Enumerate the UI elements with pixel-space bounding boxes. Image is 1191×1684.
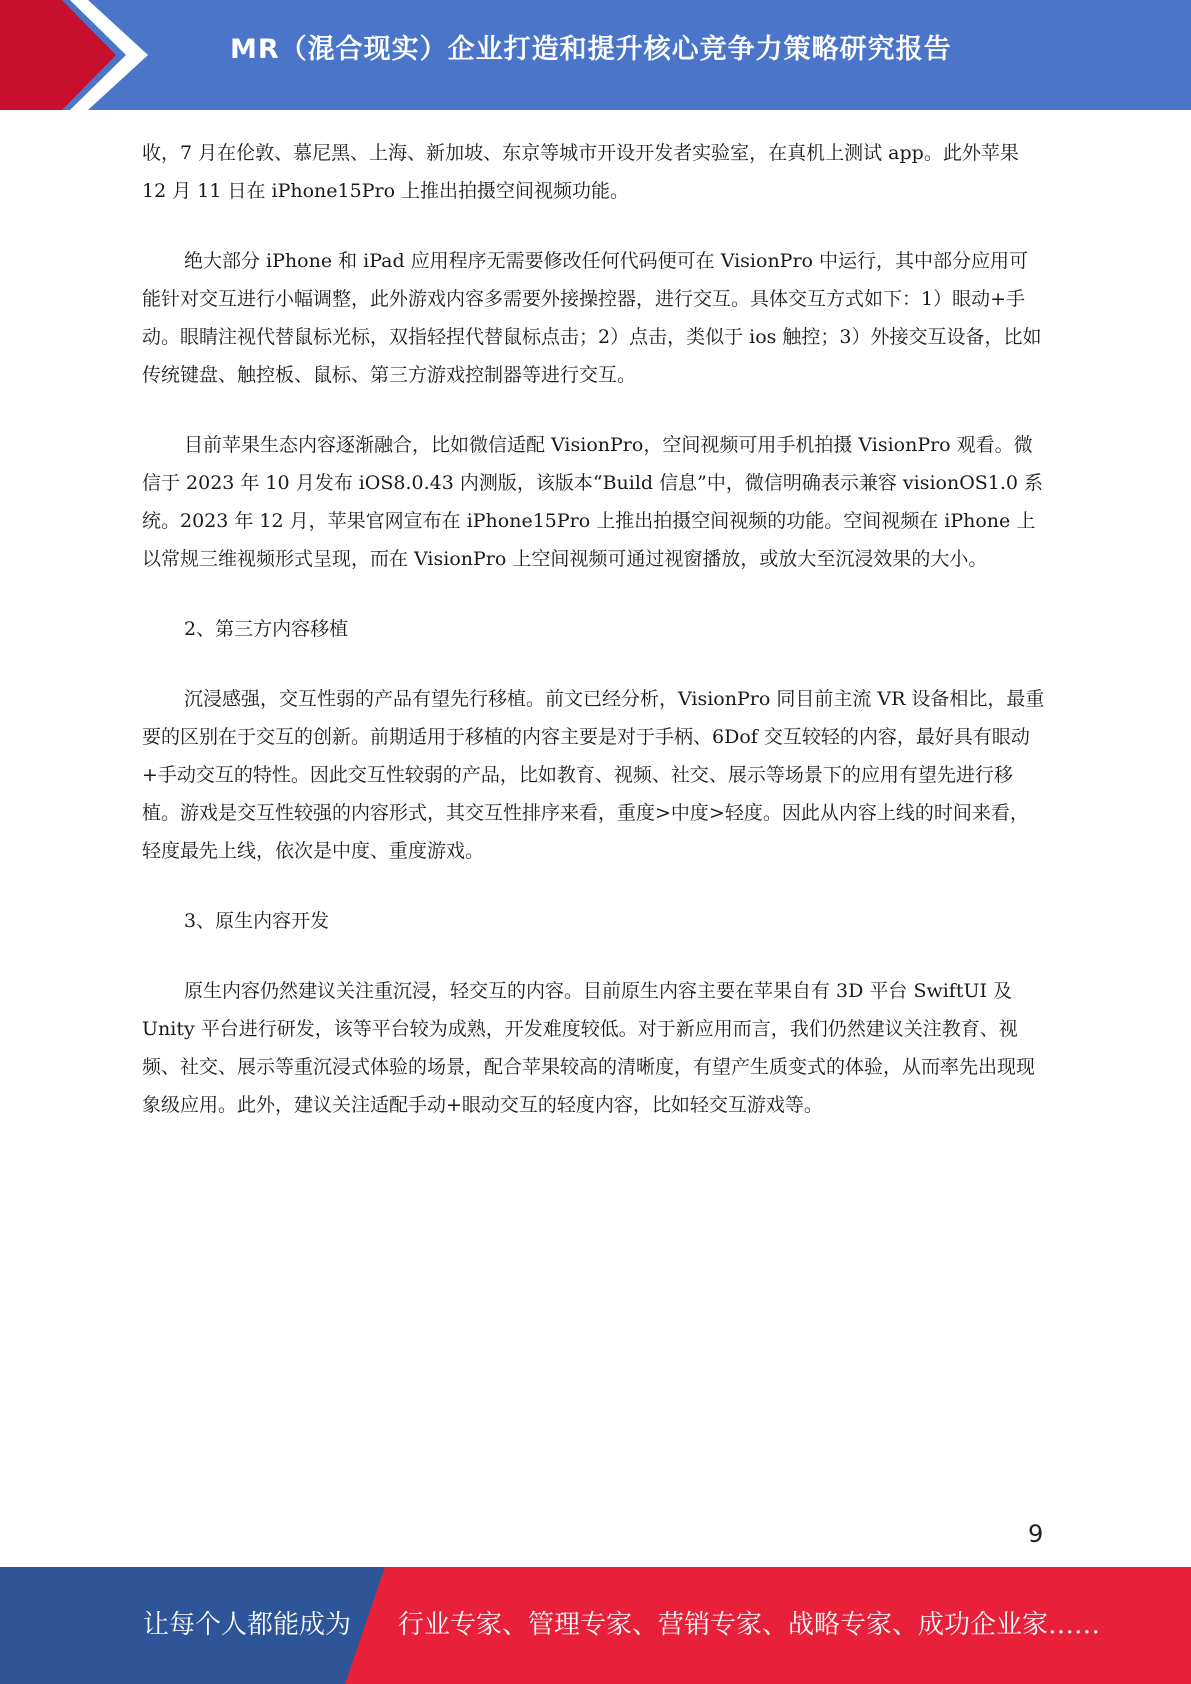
page-number: 9 [1028,1520,1044,1548]
footer-slogan-left: 让每个人都能成为 [143,1610,352,1640]
paragraph-porting: 沉浸感强，交互性弱的产品有望先行移植。前文已经分析，VisionPro 同目前主流 VR 设备相比，最重要的区别在于交互的创新。前期适用于移植的内容主要是对于手柄、6Dof 交互较轻的内容，最好具有眼动+手动交互的特性。因此交互性较弱的产品，比如教育、视频、社交、展示等场景下的应用有望先进行移植。游戏是交互性较强的内容形式，其交互性排序来看，重度>中度>轻度。因此从内容上线的时间来看，轻度最先上线，依次是中度、重度游戏。 [142,688,1045,862]
report-header [0,0,1191,110]
paragraph-interaction: 绝大部分 iPhone 和 iPad 应用程序无需要修改任何代码便可在 VisionPro 中运行，其中部分应用可能针对交互进行小幅调整，此外游戏内容多需要外接操控器，进行交互。具体交互方式如下：1）眼动+手动。眼睛注视代替鼠标光标，双指轻捏代替鼠标点击；2）点击，类似于 ios 触控；3）外接交互设备，比如传统键盘、触控板、鼠标、第三方游戏控制器等进行交互。 [142,250,1042,386]
report-body [142,134,1047,1156]
paragraph-native-content: 原生内容仍然建议关注重沉浸，轻交互的内容。目前原生内容主要在苹果自有 3D 平台 SwiftUI 及 Unity 平台进行研发，该等平台较为成熟，开发难度较低。对于新应用而言，我们仍然建议关注教育、视频、社交、展示等重沉浸式体验的场景，配合苹果较高的清晰度，有望产生质变式的体验，从而率先出现现象级应用。此外，建议关注适配手动+眼动交互的轻度内容，比如轻交互游戏等。 [142,980,1036,1116]
paragraph-ecosystem: 目前苹果生态内容逐渐融合，比如微信适配 VisionPro，空间视频可用手机拍摄 VisionPro 观看。微信于 2023 年 10 月发布 iOS8.0.43 内测版，该版本“Build 信息”中，微信明确表示兼容 visionOS1.0 系统。2023 年 12 月，苹果官网宣布在 iPhone15Pro 上推出拍摄空间视频的功能。空间视频在 iPhone 上以常规三维视频形式呈现，而在 VisionPro 上空间视频可通过视窗播放，或放大至沉浸效果的大小。 [142,434,1044,570]
paragraph-continued: 收，7 月在伦敦、慕尼黑、上海、新加坡、东京等城市开设开发者实验室，在真机上测试 app。此外苹果 12 月 11 日在 iPhone15Pro 上推出拍摄空间视频功能。 [142,142,1019,202]
report-footer [0,1567,1191,1684]
footer-slogan-right: 行业专家、管理专家、营销专家、战略专家、成功企业家…… [398,1610,1101,1640]
section-heading-third-party: 2、第三方内容移植 [184,618,349,640]
header-arrow-decoration [0,0,150,110]
report-title: MR（混合现实）企业打造和提升核心竞争力策略研究报告 [230,34,952,65]
section-heading-native: 3、原生内容开发 [184,910,330,932]
